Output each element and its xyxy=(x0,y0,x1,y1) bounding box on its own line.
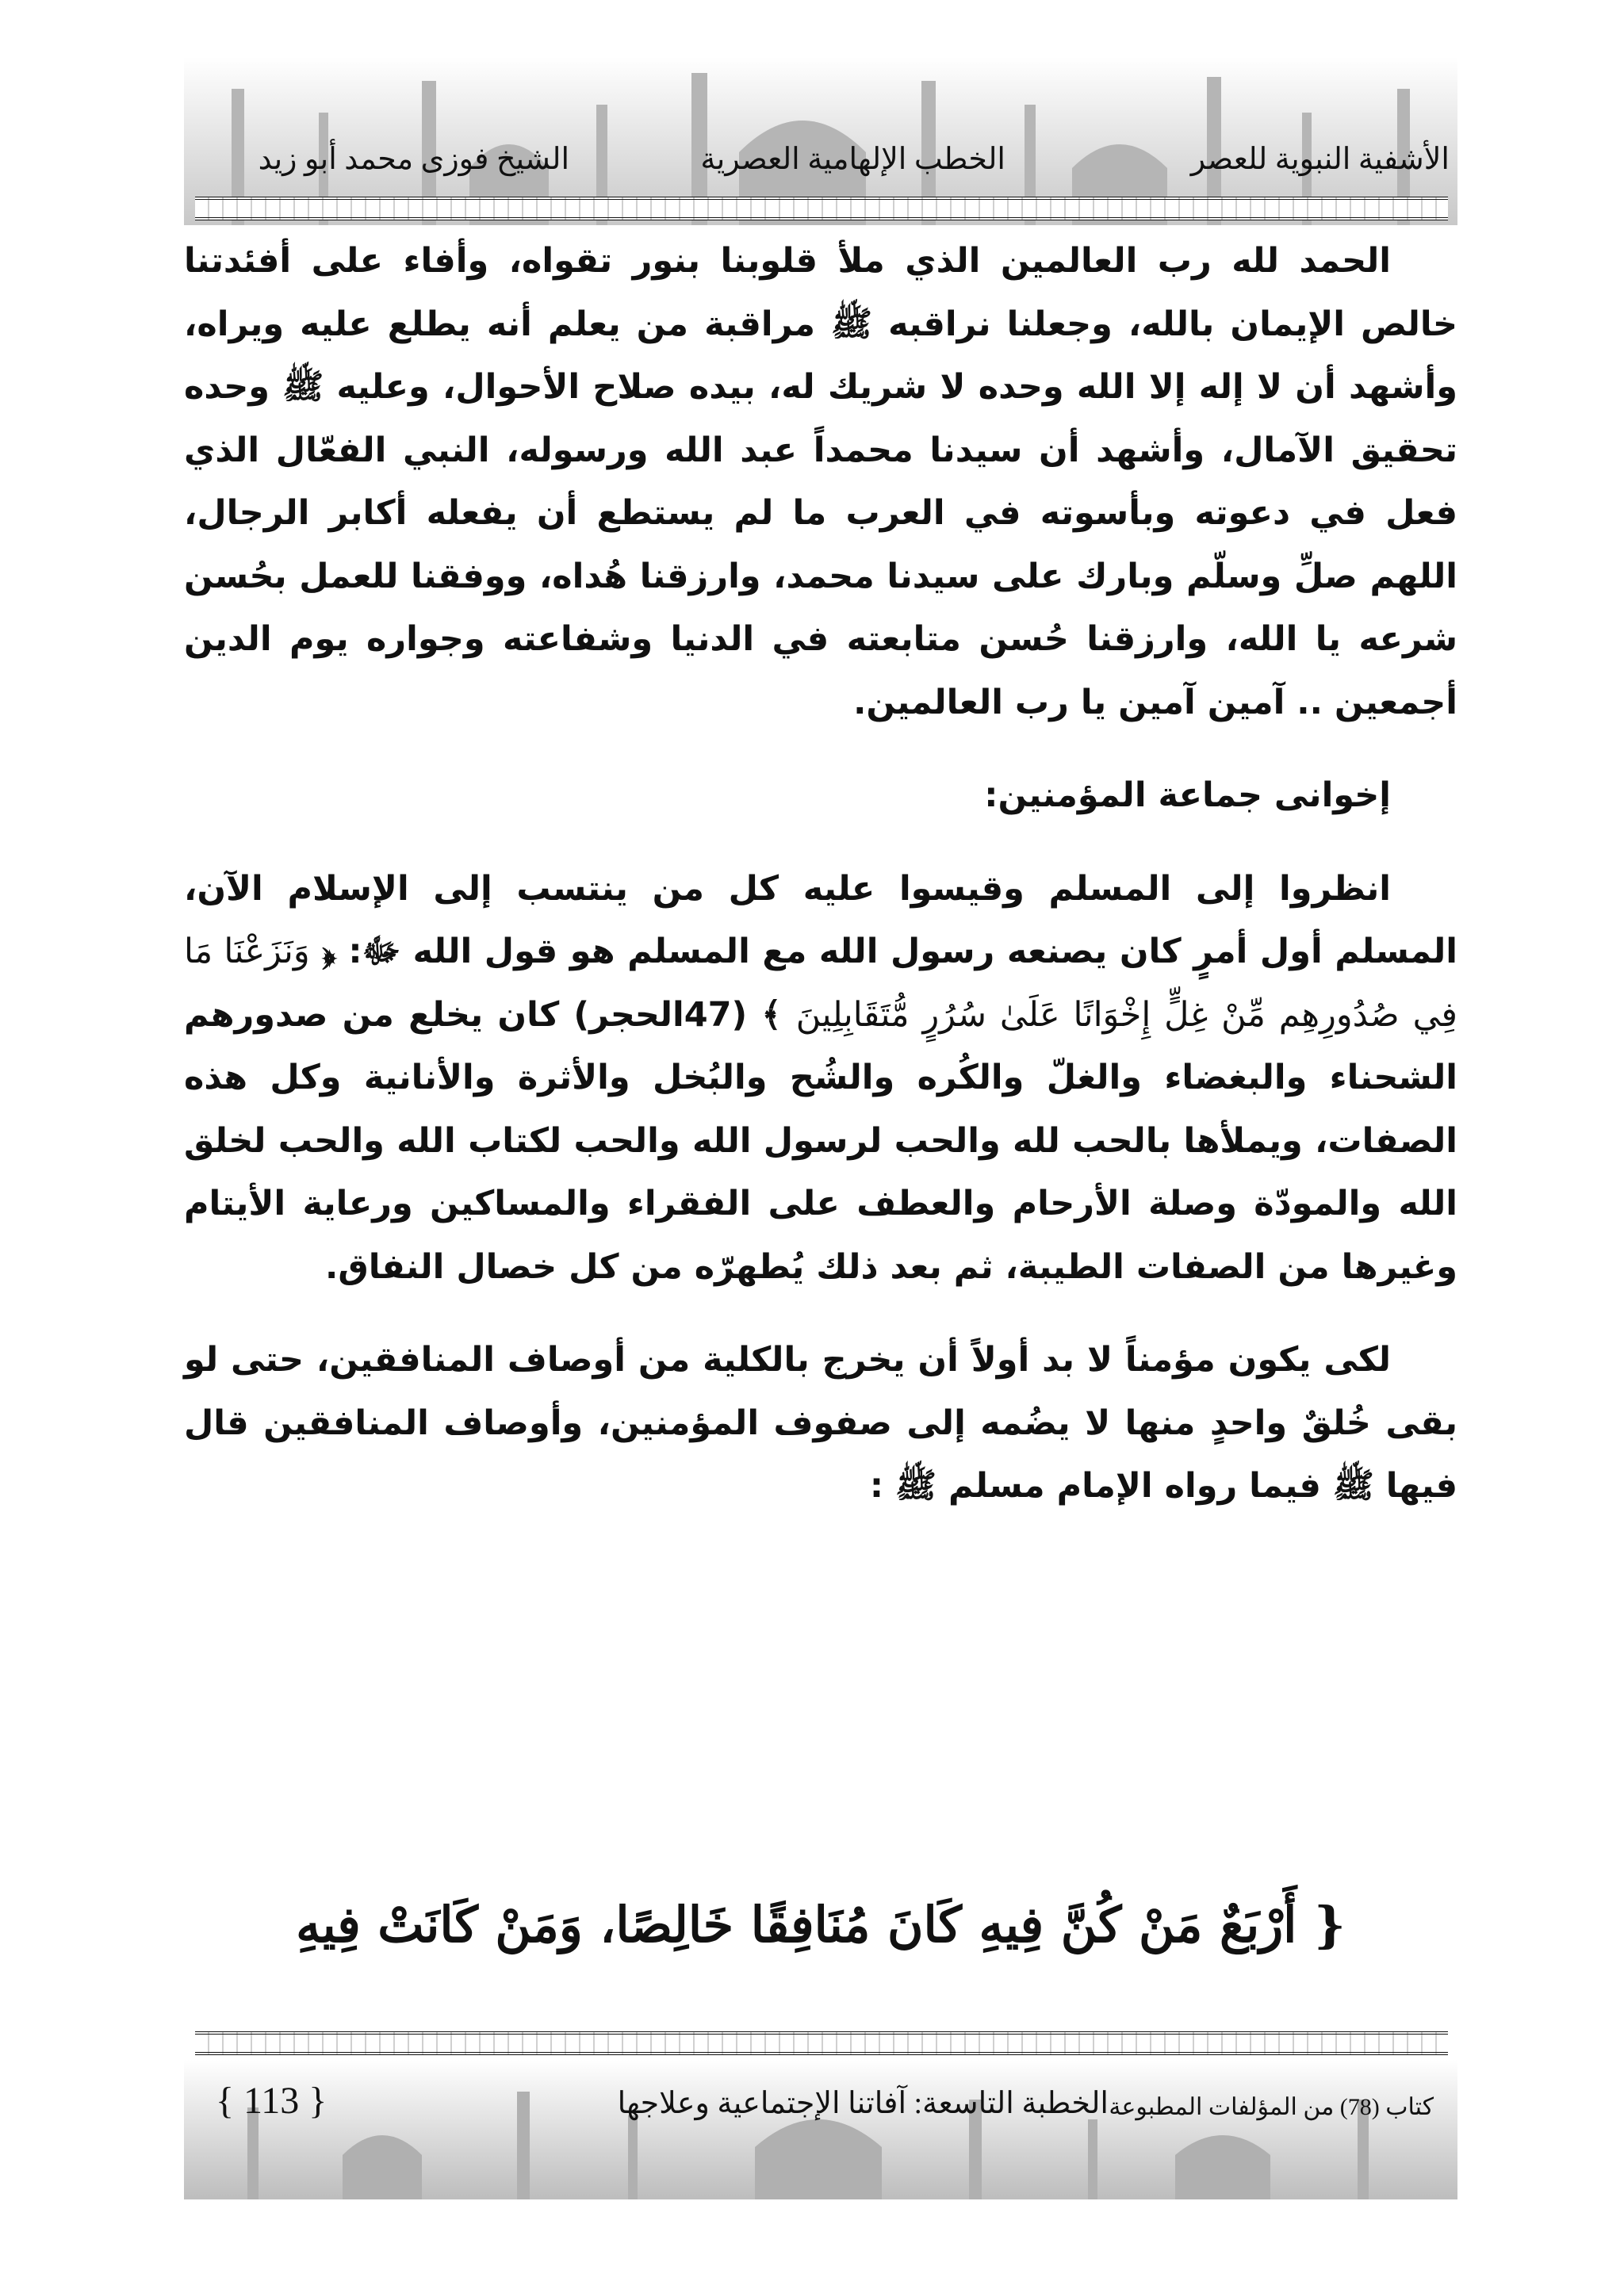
header-book-title: الأشفية النبوية للعصر xyxy=(1190,143,1450,176)
header-divider xyxy=(195,197,1448,220)
header-author: الشيخ فوزى محمد أبو زيد xyxy=(258,143,569,176)
paragraph-quran xyxy=(184,858,1457,1300)
footer-sermon-title: الخطبة التاسعة: آفاتنا الإجتماعية وعلاجها xyxy=(617,2087,1109,2120)
footer-book-reference: كتاب (78) من المؤلفات المطبوعة xyxy=(1109,2094,1434,2120)
hypocrites-paragraph: لكى يكون مؤمناً لا بد أولاً أن يخرج بالكلية من أوصاف المنافقين، حتى لو بقى خُلقٌ واحدٍ منها لا يضُمه إلى صفوف المؤمنين، وأوصاف المنافقين قال فيها ﷺ فيما رواه الإمام مسلم ﷺ : xyxy=(184,1340,1457,1506)
hadith-quote: { أَرْبَعٌ مَنْ كُنَّ فِيهِ كَانَ مُنَافِقًا خَالِصًا، وَمَنْ كَانَتْ فِيهِ xyxy=(296,1896,1346,1954)
address-heading: إخوانى جماعة المؤمنين: xyxy=(984,775,1391,815)
paragraph-text: انظروا إلى المسلم وقيسوا عليه كل من ينتسب إلى الإسلام الآن، المسلم أول أمرٍ كان يصنعه رسول الله مع المسلم هو قول الله ﷻ: ﴿ xyxy=(184,868,1457,971)
sermon-body xyxy=(184,230,1457,1518)
running-footer xyxy=(184,2079,1457,2134)
running-header xyxy=(184,141,1457,189)
page-number: { 113 } xyxy=(216,2080,327,2122)
paragraph-text: ﴾ (47الحجر) كان يخلع من صدورهم الشحناء والبغضاء والغلّ والكُره والشُح والبُخل والأثرة والأنانية وكل هذه الصفات، ويملأها بالحب لله والحب لرسول الله والحب لكتاب الله والحب لخلق الله والمودّة وصلة الأرحام والعطف على الفقراء والمساكين ورعاية الأيتام وغيرها من الصفات الطيبة، ثم بعد ذلك يُطهرّه من كل خصال النفاق. xyxy=(184,994,1457,1287)
header-series-title: الخطب الإلهامية العصرية xyxy=(700,143,1005,176)
footer-divider xyxy=(195,2031,1448,2055)
quran-verse: وَنَزَعْنَا مَا فِي صُدُورِهِم مِّنْ غِلٍّ إِخْوَانًا عَلَىٰ سُرُرٍ مُّتَقَابِلِينَ xyxy=(184,932,1457,1035)
opening-paragraph: الحمد لله رب العالمين الذي ملأ قلوبنا بنور تقواه، وأفاء على أفئدتنا خالص الإيمان بالله، وجعلنا نراقبه ﷺ مراقبة من يعلم أنه يطلع عليه ويراه، وأشهد أن لا إله إلا الله وحده لا شريك له، بيده صلاح الأحوال، وعليه ﷺ وحده تحقيق الآمال، وأشهد أن سيدنا محمداً عبد الله ورسوله، النبي الفعّال الذي فعل في دعوته وبأسوته في العرب ما لم يستطع أن يفعله أكابر الرجال، اللهم صلِّ وسلّم وبارك على سيدنا محمد، وارزقنا هُداه، ووفقنا للعمل بحُسن شرعه يا الله، وارزقنا حُسن متابعته في الدنيا وشفاعته وجواره يوم الدين أجمعين .. آمين آمين يا رب العالمين. xyxy=(184,241,1457,722)
